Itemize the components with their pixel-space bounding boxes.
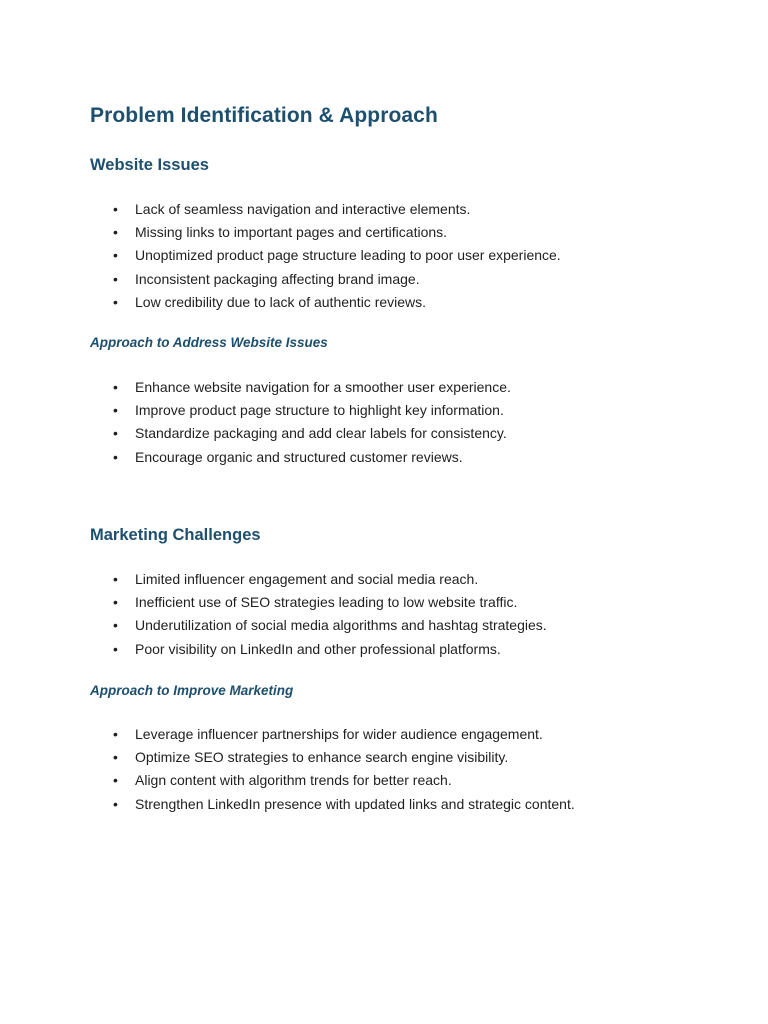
list-item (0, 593, 547, 616)
page-title: Problem Identification & Approach (90, 104, 438, 127)
list-item-text: Encourage organic and structured customer reviews. (135, 448, 463, 465)
list-item-text: Lack of seamless navigation and interactive elements. (135, 201, 471, 217)
website-issues-list (0, 200, 561, 316)
list-item (0, 748, 575, 771)
section-heading-marketing-challenges: Marketing Challenges (90, 526, 261, 544)
bullet-icon: • (113, 293, 118, 310)
list-item-text: Improve product page structure to highlight key information. (135, 402, 504, 419)
list-item-text: Low credibility due to lack of authentic reviews. (135, 293, 427, 310)
list-item-text: Strengthen LinkedIn presence with updated links and strategic content. (135, 795, 575, 812)
list-item (0, 223, 561, 246)
list-item-text: Enhance website navigation for a smoother user experience. (135, 379, 511, 395)
bullet-icon: • (113, 571, 118, 587)
list-item (0, 795, 575, 818)
bullet-icon: • (113, 224, 118, 241)
list-item-text: Inefficient use of SEO strategies leading to low website traffic. (135, 594, 518, 611)
bullet-icon: • (113, 594, 118, 611)
list-item (0, 378, 511, 401)
bullet-icon: • (113, 448, 118, 465)
approach-marketing-list (0, 725, 575, 818)
list-item (0, 640, 547, 663)
approach-website-list (0, 378, 511, 471)
marketing-challenges-list (0, 570, 547, 663)
bullet-icon: • (113, 247, 118, 264)
bullet-icon: • (113, 270, 118, 287)
bullet-icon: • (113, 402, 118, 419)
bullet-icon: • (113, 726, 118, 742)
list-item-text: Poor visibility on LinkedIn and other professional platforms. (135, 640, 501, 657)
bullet-icon: • (113, 379, 118, 395)
list-item (0, 293, 561, 316)
list-item-text: Unoptimized product page structure leading to poor user experience. (135, 247, 561, 264)
bullet-icon: • (113, 749, 118, 766)
list-item-text: Limited influencer engagement and social media reach. (135, 571, 479, 587)
list-item-text: Missing links to important pages and certifications. (135, 224, 448, 241)
list-item (0, 725, 575, 748)
list-item-text: Optimize SEO strategies to enhance search engine visibility. (135, 749, 509, 766)
bullet-icon: • (113, 617, 118, 634)
list-item (0, 570, 547, 593)
list-item-text: Leverage influencer partnerships for wider audience engagement. (135, 726, 543, 742)
subheading-approach-website: Approach to Address Website Issues (90, 335, 328, 350)
list-item-text: Align content with algorithm trends for better reach. (135, 772, 452, 789)
list-item (0, 616, 547, 639)
list-item (0, 270, 561, 293)
list-item (0, 401, 511, 424)
list-item (0, 424, 511, 447)
bullet-icon: • (113, 201, 118, 217)
subheading-approach-marketing: Approach to Improve Marketing (90, 683, 294, 698)
bullet-icon: • (113, 795, 118, 812)
list-item-text: Inconsistent packaging affecting brand image. (135, 270, 420, 287)
bullet-icon: • (113, 640, 118, 657)
list-item-text: Standardize packaging and add clear labels for consistency. (135, 425, 507, 442)
bullet-icon: • (113, 425, 118, 442)
list-item (0, 771, 575, 794)
list-item-text: Underutilization of social media algorithms and hashtag strategies. (135, 617, 547, 634)
list-item (0, 200, 561, 223)
list-item (0, 246, 561, 269)
bullet-icon: • (113, 772, 118, 789)
list-item (0, 448, 511, 471)
section-heading-website-issues: Website Issues (90, 156, 209, 174)
